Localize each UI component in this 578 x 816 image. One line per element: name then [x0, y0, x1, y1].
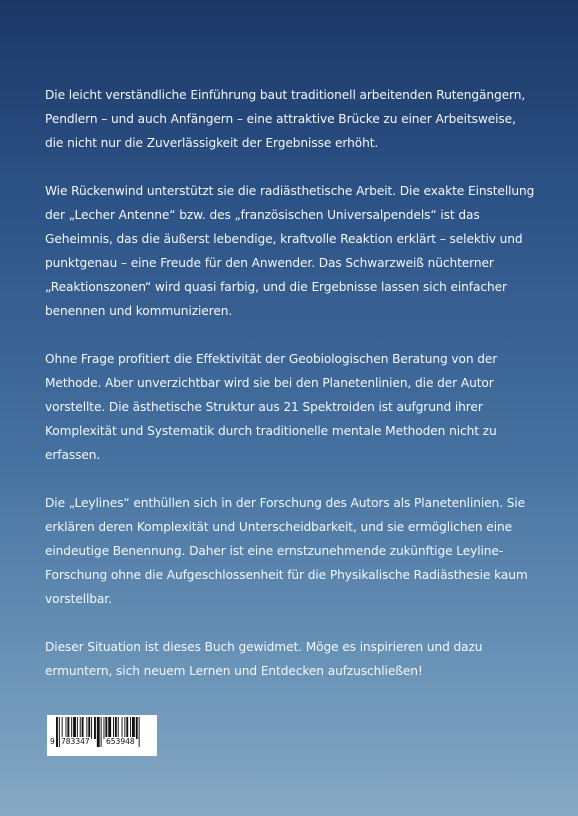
barcode-bar: [132, 717, 135, 739]
paragraph-rueckenwind: Wie Rückenwind unterstützt sie die radiästhetische Arbeit. Die exakte Einstellung der „Lecher Antenne“ bzw. des „französischen Universalpendels“ ist das Geheimnis, das die äußerst lebendige, kraftvolle Reaktion erklärt – selektiv und punktgenau – eine Freude für den Anwender. Das Schwarzweiß nüchterner „Reaktionszonen“ wird quasi farbig, und die Ergebnisse lassen sich einfacher benennen und kommunizieren.: [45, 184, 535, 318]
barcode-bar: [86, 717, 87, 739]
barcode-bar: [115, 717, 117, 739]
barcode-bar: [118, 717, 119, 739]
barcode-bar: [97, 717, 100, 747]
barcode-bar: [82, 717, 84, 739]
barcode-bar: [94, 717, 96, 739]
back-cover-text: [45, 83, 535, 707]
barcode-bar: [71, 717, 72, 739]
barcode-digits-right: 653948: [106, 737, 135, 746]
barcode-bar: [124, 717, 125, 739]
barcode-bar: [88, 717, 90, 739]
barcode-bar: [80, 717, 81, 739]
barcode-bar: [122, 717, 123, 739]
barcode-bar: [101, 717, 102, 747]
barcode-bar: [136, 717, 138, 739]
barcode-digit-first: 9: [50, 737, 55, 746]
paragraph-leylines: Die „Leylines“ enthüllen sich in der Forschung des Autors als Planetenlinien. Sie erklären deren Komplexität und Unterscheidbarkeit, und sie ermöglichen eine eindeutige Benennung. Daher ist eine ernstzunehmende zukünftige Leyline-Forschung ohne die Aufgeschlossenheit für die Physikalische Radiästhesie kaum vorstellbar.: [45, 496, 528, 606]
barcode-bar: [77, 717, 78, 739]
barcode-bar: [139, 717, 140, 747]
paragraph-intro: Die leicht verständliche Einführung baut traditionell arbeitenden Rutengängern, Pendlern – und auch Anfängern – eine attraktive Brücke zu einer Arbeitsweise, die nicht nur die Zuverlässigkeit der Ergebnisse erhöht.: [45, 88, 526, 150]
barcode-bar: [104, 717, 105, 739]
barcode-bars: [47, 715, 157, 756]
barcode-bar: [67, 717, 69, 739]
barcode-bar: [62, 717, 63, 739]
paragraph-widmung: Dieser Situation ist dieses Buch gewidmet. Möge es inspirieren und dazu ermuntern, sich neuem Lernen und Entdecken aufzuschließen!: [45, 640, 483, 678]
barcode-bar: [56, 717, 58, 747]
barcode-bar: [130, 717, 131, 739]
paragraph-geobiologie: Ohne Frage profitiert die Effektivität der Geobiologischen Beratung von der Methode. Aber unverzichtbar wird sie bei den Planetenlinien, die der Autor vorstellte. Die ästhetische Struktur aus 21 Spektroiden ist aufgrund ihrer Komplexität und Systematik durch traditionelle mentale Methoden nicht zu erfassen.: [45, 352, 498, 462]
barcode-bar: [91, 717, 92, 739]
barcode-bar: [126, 717, 128, 739]
barcode-bar: [108, 717, 111, 739]
barcode-bar: [73, 717, 76, 739]
isbn-barcode: [47, 715, 157, 756]
barcode-bar: [66, 717, 67, 739]
barcode-digits-left: 783347: [61, 737, 90, 746]
barcode-bar: [113, 717, 114, 739]
barcode-bar: [105, 717, 107, 739]
